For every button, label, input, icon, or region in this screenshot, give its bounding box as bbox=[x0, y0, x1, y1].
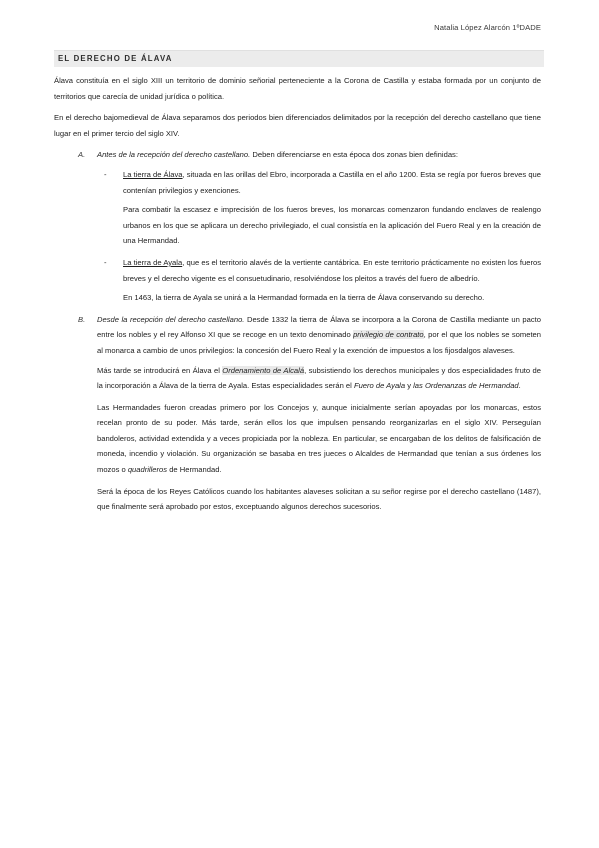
item-b-text-2: , por el que los nobles se someten al monarca a cambio de unos privilegios: la concesión del Fuero Real y la exención de impuestos a los fijosdalgos alaveses. bbox=[97, 330, 541, 355]
list-marker-a: A. bbox=[78, 150, 86, 160]
term-tierra-ayala: La tierra de Ayala bbox=[123, 257, 183, 267]
sub-item-ayala-paragraph: En 1463, la tierra de Ayala se unirá a la Hermandad formada en la tierra de Álava conservando su derecho. bbox=[123, 293, 485, 303]
term-ordenanzas-de-hermandad: las Ordenanzas de Hermandad bbox=[413, 381, 519, 391]
text-span: , subsistiendo los derechos municipales y dos especialidades fruto de la incorporación a Álava de la tierra de Ayala. Estas especialidades serán el bbox=[97, 365, 541, 391]
document-body bbox=[54, 73, 541, 521]
item-b-paragraph-2 bbox=[54, 363, 541, 394]
item-b-text-1: Desde 1332 la tierra de Álava se incorpora a la Corona de Castilla mediante un pacto entre los nobles y el rey Alfonso XI que se recoge en un texto denominado bbox=[97, 314, 541, 340]
list-item-a bbox=[54, 147, 541, 163]
item-b-heading: Desde la recepción del derecho castellano. bbox=[97, 314, 245, 324]
text-span: Las Hermandades fueron creadas primero por los Concejos y, aunque inicialmente serían apoyadas por los monarcas, estos recelan pronto de su poder. Más tarde, serán ellos los que impulsen pensando reorganizarlas en el siglo XIV. Perseguían bandoleros, actividad extendida y a veces propiciada por la nobleza. En particular, se encargaban de los delitos de falsificación de moneda, incendio y violación. Su organización se basaba en tres jueces o Alcaldes de Hermandad que tenían a sus órdenes los mozos o bbox=[97, 402, 541, 475]
item-b-paragraph-3 bbox=[54, 400, 541, 478]
term-ordenamiento-de-alcala: Ordenamiento de Alcalá bbox=[222, 365, 305, 375]
list-marker-b: B. bbox=[78, 314, 86, 324]
text-span: de Hermandad. bbox=[167, 465, 222, 475]
text-span: y bbox=[405, 381, 414, 391]
item-a-heading: Antes de la recepción del derecho castellano. bbox=[97, 150, 251, 160]
item-b-paragraph-4: Será la época de los Reyes Católicos cuando los habitantes alaveses solicitan a su señor regirse por el derecho castellano (1487), que finalmente será aprobado por estos, exceptuando algunos derechos sucesorios. bbox=[97, 486, 541, 512]
term-quadrilleros: quadrilleros bbox=[127, 465, 168, 475]
sub-item-tierra-alava bbox=[54, 167, 541, 198]
term-fuero-de-ayala: Fuero de Ayala bbox=[353, 381, 406, 391]
text-span: Más tarde se introducirá en Álava el bbox=[97, 365, 223, 375]
list-item-b bbox=[54, 312, 541, 359]
sub-item-alava-paragraph: Para combatir la escasez e imprecisión de los fueros breves, los monarcas comenzaron fundando enclaves de realengo urbanos en los que se aplicara un derecho privilegiado, el cual consistía en la aplicación del Fuero Real y en la creación de una Hermandad. bbox=[123, 205, 541, 246]
sub-item-tierra-ayala bbox=[54, 255, 541, 286]
page-header-author: Natalia López Alarcón 1ºDADE bbox=[434, 23, 541, 32]
term-privilegio-de-contrato: privilegio de contrato bbox=[353, 330, 424, 340]
text-span: . bbox=[518, 381, 521, 391]
section-heading-bar bbox=[54, 50, 544, 67]
item-a-text: Deben diferenciarse en esta época dos zonas bien definidas: bbox=[250, 150, 458, 160]
sub-item-ayala-text: , que es el territorio alavés de la vertiente cantábrica. En este territorio prácticamente no existen los fueros breves y el derecho vigente es el consuetudinario, resolviéndose los pleitos a través del fuero de albedrío. bbox=[123, 257, 542, 283]
intro-paragraph-2: En el derecho bajomedieval de Álava separamos dos periodos bien diferenciados delimitados por la recepción del derecho castellano que tiene lugar en el primer tercio del siglo XIV. bbox=[54, 113, 541, 138]
bullet-dash: - bbox=[104, 257, 107, 267]
sub-item-alava-text: , situada en las orillas del Ebro, incorporada a Castilla en el año 1200. Esta se regía por fueros breves que contenían privilegios y exenciones. bbox=[123, 169, 541, 195]
section-title: EL DERECHO DE ÁLAVA bbox=[58, 54, 173, 63]
term-tierra-alava: La tierra de Álava bbox=[123, 169, 183, 179]
bullet-dash: - bbox=[104, 169, 107, 179]
intro-paragraph-1: Álava constituía en el siglo XIII un territorio de dominio señorial perteneciente a la Corona de Castilla y estaba formada por un conjunto de territorios que carecía de unidad jurídica o política. bbox=[54, 76, 541, 101]
